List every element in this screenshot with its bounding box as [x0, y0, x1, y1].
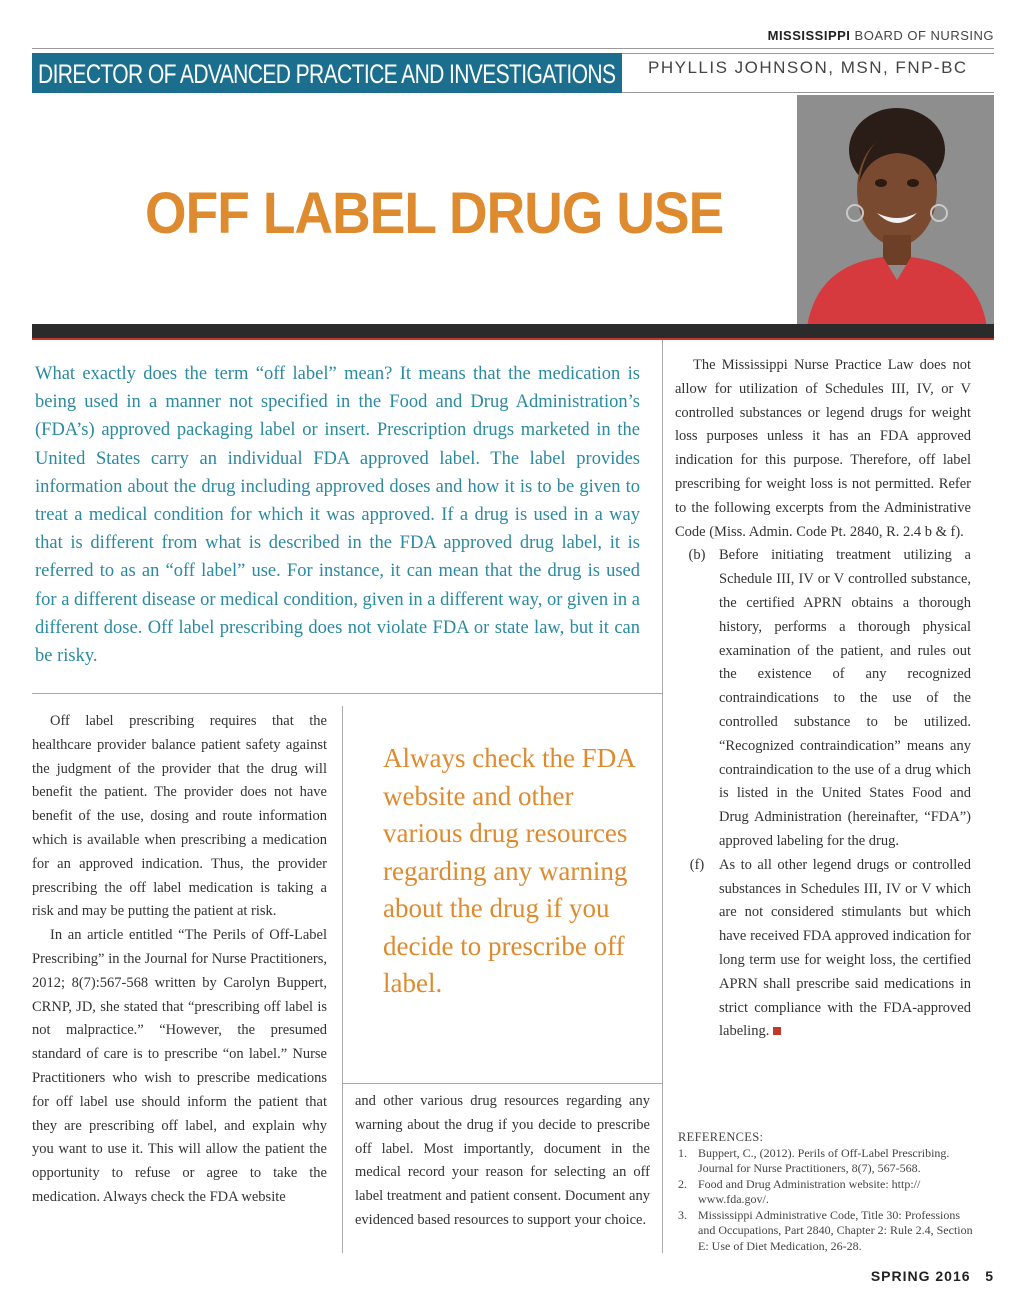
law-excerpt-b — [675, 544, 971, 853]
reference-item: 1. Buppert, C., (2012). Perils of Off-Label Prescribing. Journal for Nurse Practitioners, 8(7), 567-568. — [678, 1145, 950, 1175]
column-rule-right — [662, 340, 663, 1253]
body-paragraph: Off label prescribing requires that the healthcare provider balance patient safety against the judgment of the provider that the drug will benefit the patient. The provider does not have benefit of the use, dosing and route information which is available when prescribing a medication for an approved indication. Thus, the provider prescribing the off label medication is taking a risk and may be putting the patient at risk. — [32, 713, 327, 920]
title-divider-accent — [32, 338, 994, 340]
body-paragraph: The Mississippi Nurse Practice Law does not allow for utilization of Schedules III, IV, or V controlled substances or legend drugs for weight loss purposes unless it has an FDA approved indication for this purpose. Therefore, off label prescribing for weight loss is not permitted. Refer to the following excerpts from the Administrative Code (Miss. Admin. Code Pt. 2840, R. 2.4 b & f). — [675, 357, 971, 540]
article-title: OFF LABEL DRUG USE — [145, 181, 724, 246]
header-rule — [32, 48, 994, 49]
page-number: 5 — [985, 1268, 994, 1284]
law-text: As to all other legend drugs or controlled substances in Schedules III, IV or V which are not considered stimulants but which have received FDA approved indication for long term use for weight loss, the certified APRN shall prescribe said medications in strict compliance with the FDA-approved labeling. — [719, 856, 971, 1040]
article-column-1 — [32, 710, 327, 1210]
body-paragraph: In an article entitled “The Perils of Off-Label Prescribing” in the Journal for Nurse Practitioners, 2012; 8(7):567-568 written by Carolyn Buppert, CRNP, JD, she stated that “prescribing off label is not malpractice.” “However, the presumed standard of care is to prescribe “on label.” Nurse Practitioners who wish to prescribe medications for off label use should inform the patient that they are prescribing off label, and explain why you want to use it. This will allow the patient the opportunity to refuse or agree to take the medication. Always check the FDA website — [32, 927, 327, 1205]
reference-item: 2. Food and Drug Administration website: http:// www.fda.gov/. — [678, 1176, 921, 1206]
department-title: DIRECTOR OF ADVANCED PRACTICE AND INVESTIGATIONS — [38, 59, 616, 89]
references — [678, 1130, 978, 1254]
author-name: PHYLLIS JOHNSON, MSN, FNP-BC — [648, 58, 968, 77]
issue-label: SPRING 2016 — [870, 1268, 971, 1284]
pull-quote: Always check the FDA website and other various drug resources regarding any warning about the drug if you decide to prescribe off label. — [383, 743, 635, 998]
end-mark-icon — [773, 1027, 781, 1035]
column-rule-left — [342, 706, 343, 1253]
author-photo — [797, 95, 994, 327]
intro-rule — [32, 693, 662, 694]
article-column-3 — [675, 354, 971, 1044]
title-divider-bar — [32, 324, 994, 338]
pull-quote-rule — [343, 1083, 662, 1084]
page-footer — [871, 1268, 994, 1284]
publication-name: MISSISSIPPI BOARD OF NURSING — [767, 28, 994, 43]
law-letter: (f) — [689, 856, 705, 873]
law-letter: (b) — [688, 547, 706, 564]
reference-item: 3. Mississippi Administrative Code, Title 30: Professions and Occupations, Part 2840, Chapter 2: Rule 2.4, Section E: Use of Diet Medication, 26-28. — [678, 1207, 973, 1253]
article-column-2 — [355, 1090, 650, 1233]
body-paragraph: and other various drug resources regarding any warning about the drug if you decide to prescribe off label. Most importantly, document in the medical record your reason for selecting an off label treatment and patient consent. Document any evidenced based resources to support your choice. — [355, 1093, 650, 1228]
law-excerpt-f — [675, 854, 971, 1044]
references-title: REFERENCES: — [678, 1130, 764, 1144]
law-text: Before initiating treatment utilizing a Schedule III, IV or V controlled substance, the certified APRN obtains a thorough history, performs a thorough physical examination of the patient, and rules out the existence of any recognized contraindications to the use of the controlled substance to be utilized. “Recognized contraindication” means any contraindication to the use of a drug which is listed in the United States Food and Drug Administration (hereinafter, “FDA”) approved labeling for the drug. — [719, 547, 971, 849]
intro-paragraph: What exactly does the term “off label” mean? It means that the medication is being used in a manner not specified in the Food and Drug Administration’s (FDA’s) approved packaging label or insert. Prescription drugs marketed in the United States carry an individual FDA approved label. The label provides information about the drug including approved doses and how it is to be given to treat a medical condition for which it was approved. If a drug is used in a way that is different from what is described in the FDA approved drug label, it is referred to as an “off label” use. For instance, it can mean that the drug is used for a different disease or medical condition, given in a different way, or given in a different dose. Off label prescribing does not violate FDA or state law, but it can be risky. — [35, 364, 640, 667]
